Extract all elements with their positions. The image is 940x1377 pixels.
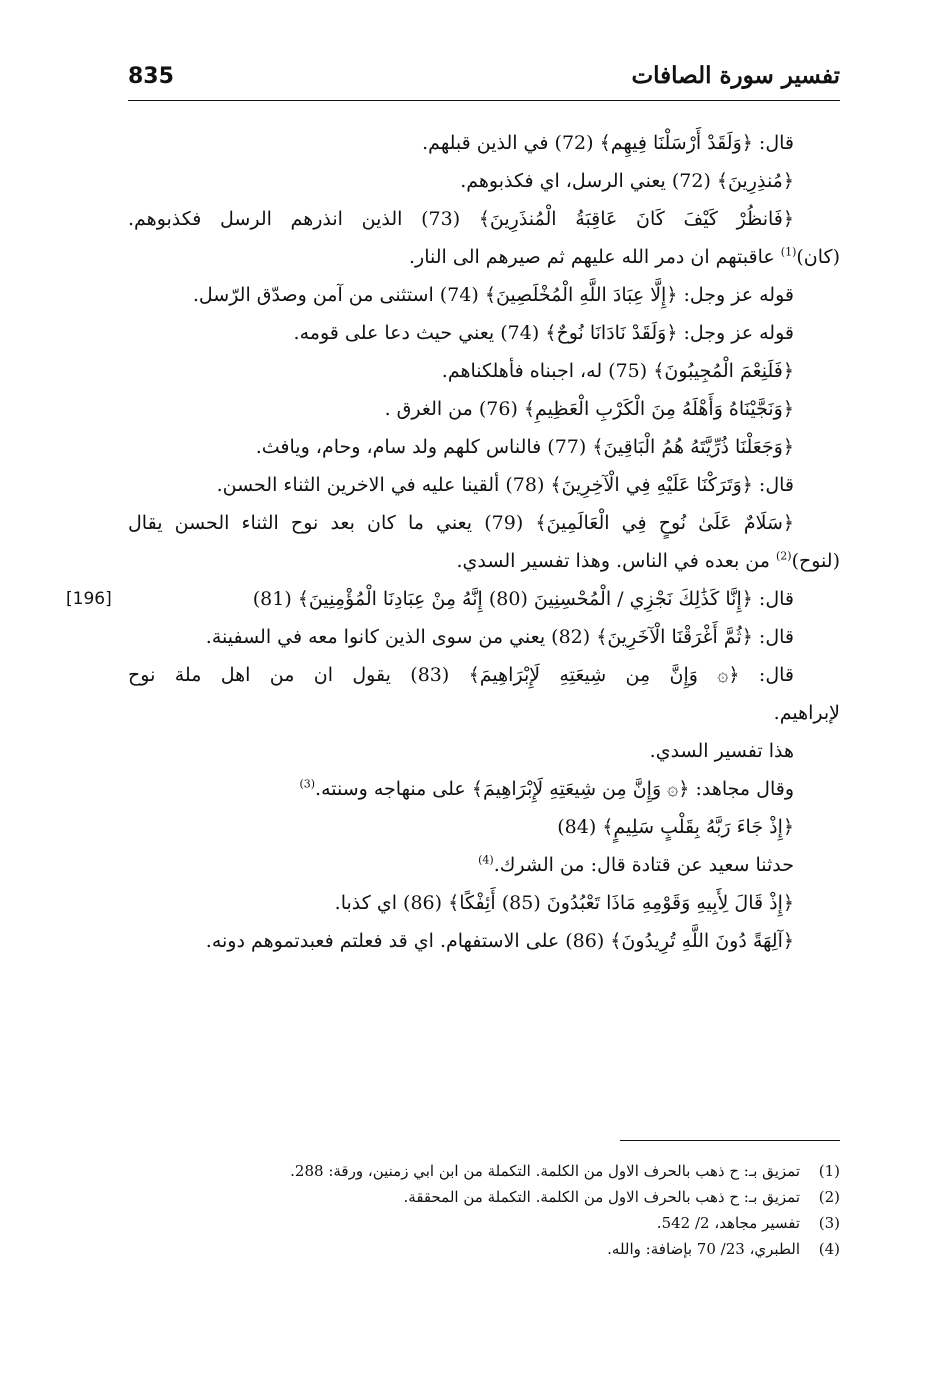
text-line: قال: ﴿وَتَرَكْنَا عَلَيْهِ فِي الْآخِرِينَ﴾ (78) ألقينا عليه في الاخرين الثناء الحسن. — [216, 474, 794, 496]
text-line: ﴿سَلَامٌ عَلَىٰ نُوحٍ فِي الْعَالَمِينَ﴾ (79) يعني ما كان بعد نوح الثناء الحسن يقال — [128, 512, 794, 534]
footnote-rule — [620, 1140, 840, 1141]
footnotes — [128, 1158, 840, 1262]
running-title: تفسير سورة الصافات — [631, 62, 840, 89]
text-line: لإبراهيم. — [773, 702, 840, 724]
page-header — [128, 58, 840, 96]
text-line: (كان)$^{(1)}$ عاقبتهم ان دمر الله عليهم ثم صيرهم الى النار. — [409, 245, 840, 268]
text-line: ﴿مُنذِرِينَ﴾ (72) يعني الرسل، اي فكذبوهم. — [460, 170, 794, 192]
footnote-marker: (3) — [299, 777, 316, 791]
header-rule — [128, 100, 840, 101]
main-text — [66, 124, 840, 960]
text-line: قوله عز وجل: ﴿إِلَّا عِبَادَ اللَّهِ الْمُخْلَصِينَ﴾ (74) استثنى من آمن وصدّق الرّسل. — [192, 284, 794, 306]
text-line: وقال مجاهد: ﴿۞ وَإِنَّ مِن شِيعَتِهِ لَإِبْرَاهِيمَ﴾ على منهاجه وسنته.$^{(3)}$ — [299, 777, 794, 800]
text-line: (لنوح)$^{(2)}$ من بعده في الناس. وهذا تفسير السدي. — [456, 549, 840, 572]
footnote: (4)الطبري، 23/ 70 بإضافة: والله. — [607, 1240, 840, 1258]
text-line: هذا تفسير السدي. — [649, 740, 794, 762]
footnote-marker: (4) — [478, 853, 494, 867]
text-line: ﴿وَجَعَلْنَا ذُرِّيَّتَهُ هُمُ الْبَاقِينَ﴾ (77) فالناس كلهم ولد سام، وحام، ويافث. — [255, 436, 794, 458]
footnote: (1)تمزيق بـ: ح ذهب بالحرف الاول من الكلمة. التكملة من ابن ابي زمنين، ورقة: 288. — [290, 1162, 840, 1180]
text-line: ﴿فَلَنِعْمَ الْمُجِيبُونَ﴾ (75) له، اجبناه فأهلكناهم. — [441, 360, 794, 382]
text-line: ﴿وَنَجَّيْنَاهُ وَأَهْلَهُ مِنَ الْكَرْبِ الْعَظِيمِ﴾ (76) من الغرق . — [384, 398, 794, 420]
page-number: 835 — [128, 64, 174, 89]
text-line: قال: ﴿وَلَقَدْ أَرْسَلْنَا فِيهِم﴾ (72) في الذين قبلهم. — [422, 132, 794, 154]
footnote-marker: (1) — [780, 245, 797, 259]
manuscript-folio-ref: [196] — [66, 589, 112, 609]
footnote: (3)تفسير مجاهد، 2/ 542. — [656, 1214, 840, 1232]
text-line: حدثنا سعيد عن قتادة قال: من الشرك.$^{(4)}$ — [478, 853, 794, 876]
text-line: ﴿إِذْ قَالَ لِأَبِيهِ وَقَوْمِهِ مَاذَا تَعْبُدُونَ (85) أَئِفْكًا﴾ (86) اي كذبا. — [334, 892, 794, 914]
footnote: (2)تمزيق بـ: ح ذهب بالحرف الاول من الكلمة. التكملة من المحققة. — [403, 1188, 840, 1206]
text-line: قال: ﴿ثُمَّ أَغْرَقْنَا الْآخَرِينَ﴾ (82) يعني من سوى الذين كانوا معه في السفينة. — [205, 626, 794, 648]
text-line: ﴿آلِهَةً دُونَ اللَّهِ تُرِيدُونَ﴾ (86) على الاستفهام. اي قد فعلتم فعبدتموهم دونه. — [205, 930, 794, 952]
text-line: قال: ﴿إِنَّا كَذَٰلِكَ نَجْزِي / الْمُحْسِنِينَ (80) إِنَّهُ مِنْ عِبَادِنَا الْمُؤْمِنِينَ﴾ (81) [196] — [128, 580, 840, 618]
text-line: ﴿إِذْ جَاءَ رَبَّهُ بِقَلْبٍ سَلِيمٍ﴾ (84) — [557, 816, 794, 838]
text-line: ﴿فَانظُرْ كَيْفَ كَانَ عَاقِبَةُ الْمُنذَرِينَ﴾ (73) الذين انذرهم الرسل فكذبوهم. — [128, 208, 795, 230]
text-line: قال: ﴿۞ وَإِنَّ مِن شِيعَتِهِ لَإِبْرَاهِيمَ﴾ (83) يقول ان من اهل ملة نوح — [128, 664, 794, 686]
footnote-marker: (2) — [775, 549, 792, 563]
text-line: قوله عز وجل: ﴿وَلَقَدْ نَادَانَا نُوحٌ﴾ (74) يعني حيث دعا على قومه. — [293, 322, 794, 344]
